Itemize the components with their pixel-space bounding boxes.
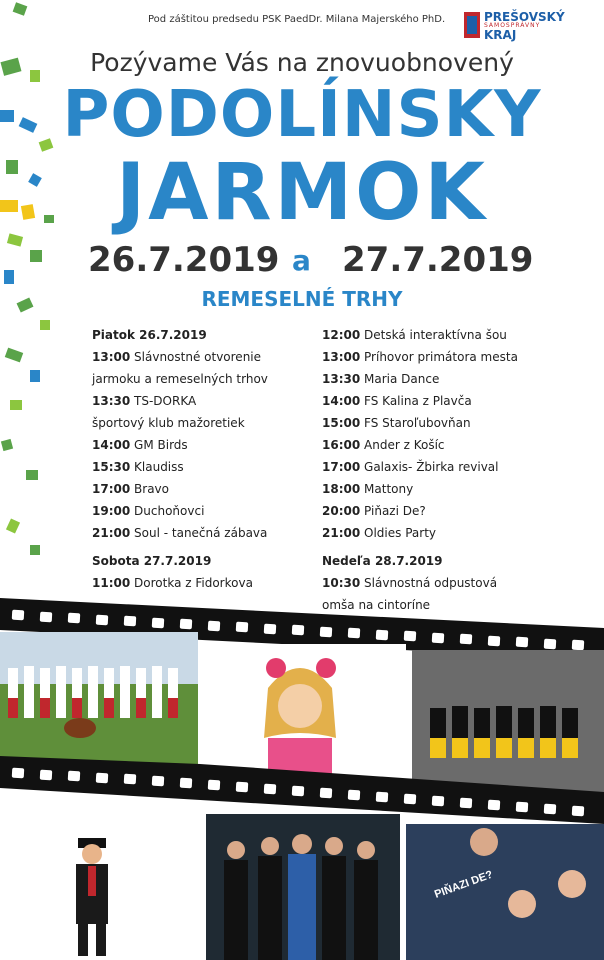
- schedule-item: 19:00 Duchoňovci: [92, 504, 205, 518]
- schedule-item: 16:00 Ander z Košíc: [322, 438, 445, 452]
- film-strip-photos: [0, 588, 604, 960]
- photo-dorotka: [202, 644, 406, 784]
- friday-heading: Piatok 26.7.2019: [92, 328, 207, 342]
- schedule-item: 14:00 GM Birds: [92, 438, 188, 452]
- schedule-item: 13:30 Maria Dance: [322, 372, 440, 386]
- photo-singer-hat: [6, 820, 196, 960]
- schedule-right: [322, 324, 562, 616]
- photo-folk-ensemble: [0, 632, 198, 772]
- schedule-item: 21:00 Soul - tanečná zábava: [92, 526, 268, 540]
- date-and: a: [292, 244, 311, 277]
- schedule-item: 20:00 Piňazi De?: [322, 504, 426, 518]
- photo-band-mattony: [206, 814, 400, 960]
- schedule-item: 18:00 Mattony: [322, 482, 414, 496]
- schedule-item: 11:00 Dorotka z Fidorkova: [92, 576, 253, 590]
- schedule-item: 13:30 TS-DORKA: [92, 394, 197, 408]
- logo-line1: PREŠOVSKÝ: [484, 10, 565, 24]
- schedule-item: 10:30 Slávnostná odpustová: [322, 576, 498, 590]
- schedule-item: 15:30 Klaudiss: [92, 460, 184, 474]
- psk-logo-icon: [464, 12, 480, 38]
- schedule-left: [92, 324, 312, 594]
- schedule-item: 17:00 Bravo: [92, 482, 169, 496]
- title-line1: PODOLÍNSKY: [62, 78, 542, 152]
- date-to: 27.7.2019: [342, 240, 534, 280]
- schedule-item-cont: športový klub mažoretiek: [92, 416, 245, 430]
- schedule-item-cont: jarmoku a remeselných trhov: [92, 372, 268, 386]
- schedule-item: 13:00 Príhovor primátora mesta: [322, 350, 518, 364]
- date-from: 26.7.2019: [88, 240, 280, 280]
- photo-majorettes: [412, 650, 604, 800]
- logo-line3: KRAJ: [484, 28, 517, 42]
- logo-line2: SAMOSPRÁVNY: [484, 22, 541, 29]
- schedule-item: 17:00 Galaxis- Žbirka revival: [322, 460, 499, 474]
- invite-text: Pozývame Vás na znovuobnovený: [90, 48, 514, 77]
- schedule-item-cont: omša na cintoríne: [322, 598, 431, 612]
- subtitle: REMESELNÉ TRHY: [201, 287, 403, 311]
- patron-text: Pod záštitou predsedu PSK PaedDr. Milana Majerského PhD.: [148, 14, 446, 25]
- title-line2: JARMOK: [116, 148, 488, 238]
- photo-pinazi-de: [406, 824, 604, 960]
- schedule-item: 12:00 Detská interaktívna šou: [322, 328, 507, 342]
- schedule-item: 15:00 FS Staroľubovňan: [322, 416, 471, 430]
- saturday-heading: Sobota 27.7.2019: [92, 554, 212, 568]
- schedule-item: 14:00 FS Kalina z Plavča: [322, 394, 472, 408]
- sunday-heading: Nedeľa 28.7.2019: [322, 554, 443, 568]
- schedule-item: 13:00 Slávnostné otvorenie: [92, 350, 262, 364]
- schedule-item: 21:00 Oldies Party: [322, 526, 437, 540]
- photo-band-logo-text: PIŇAZI DE?: [432, 868, 495, 901]
